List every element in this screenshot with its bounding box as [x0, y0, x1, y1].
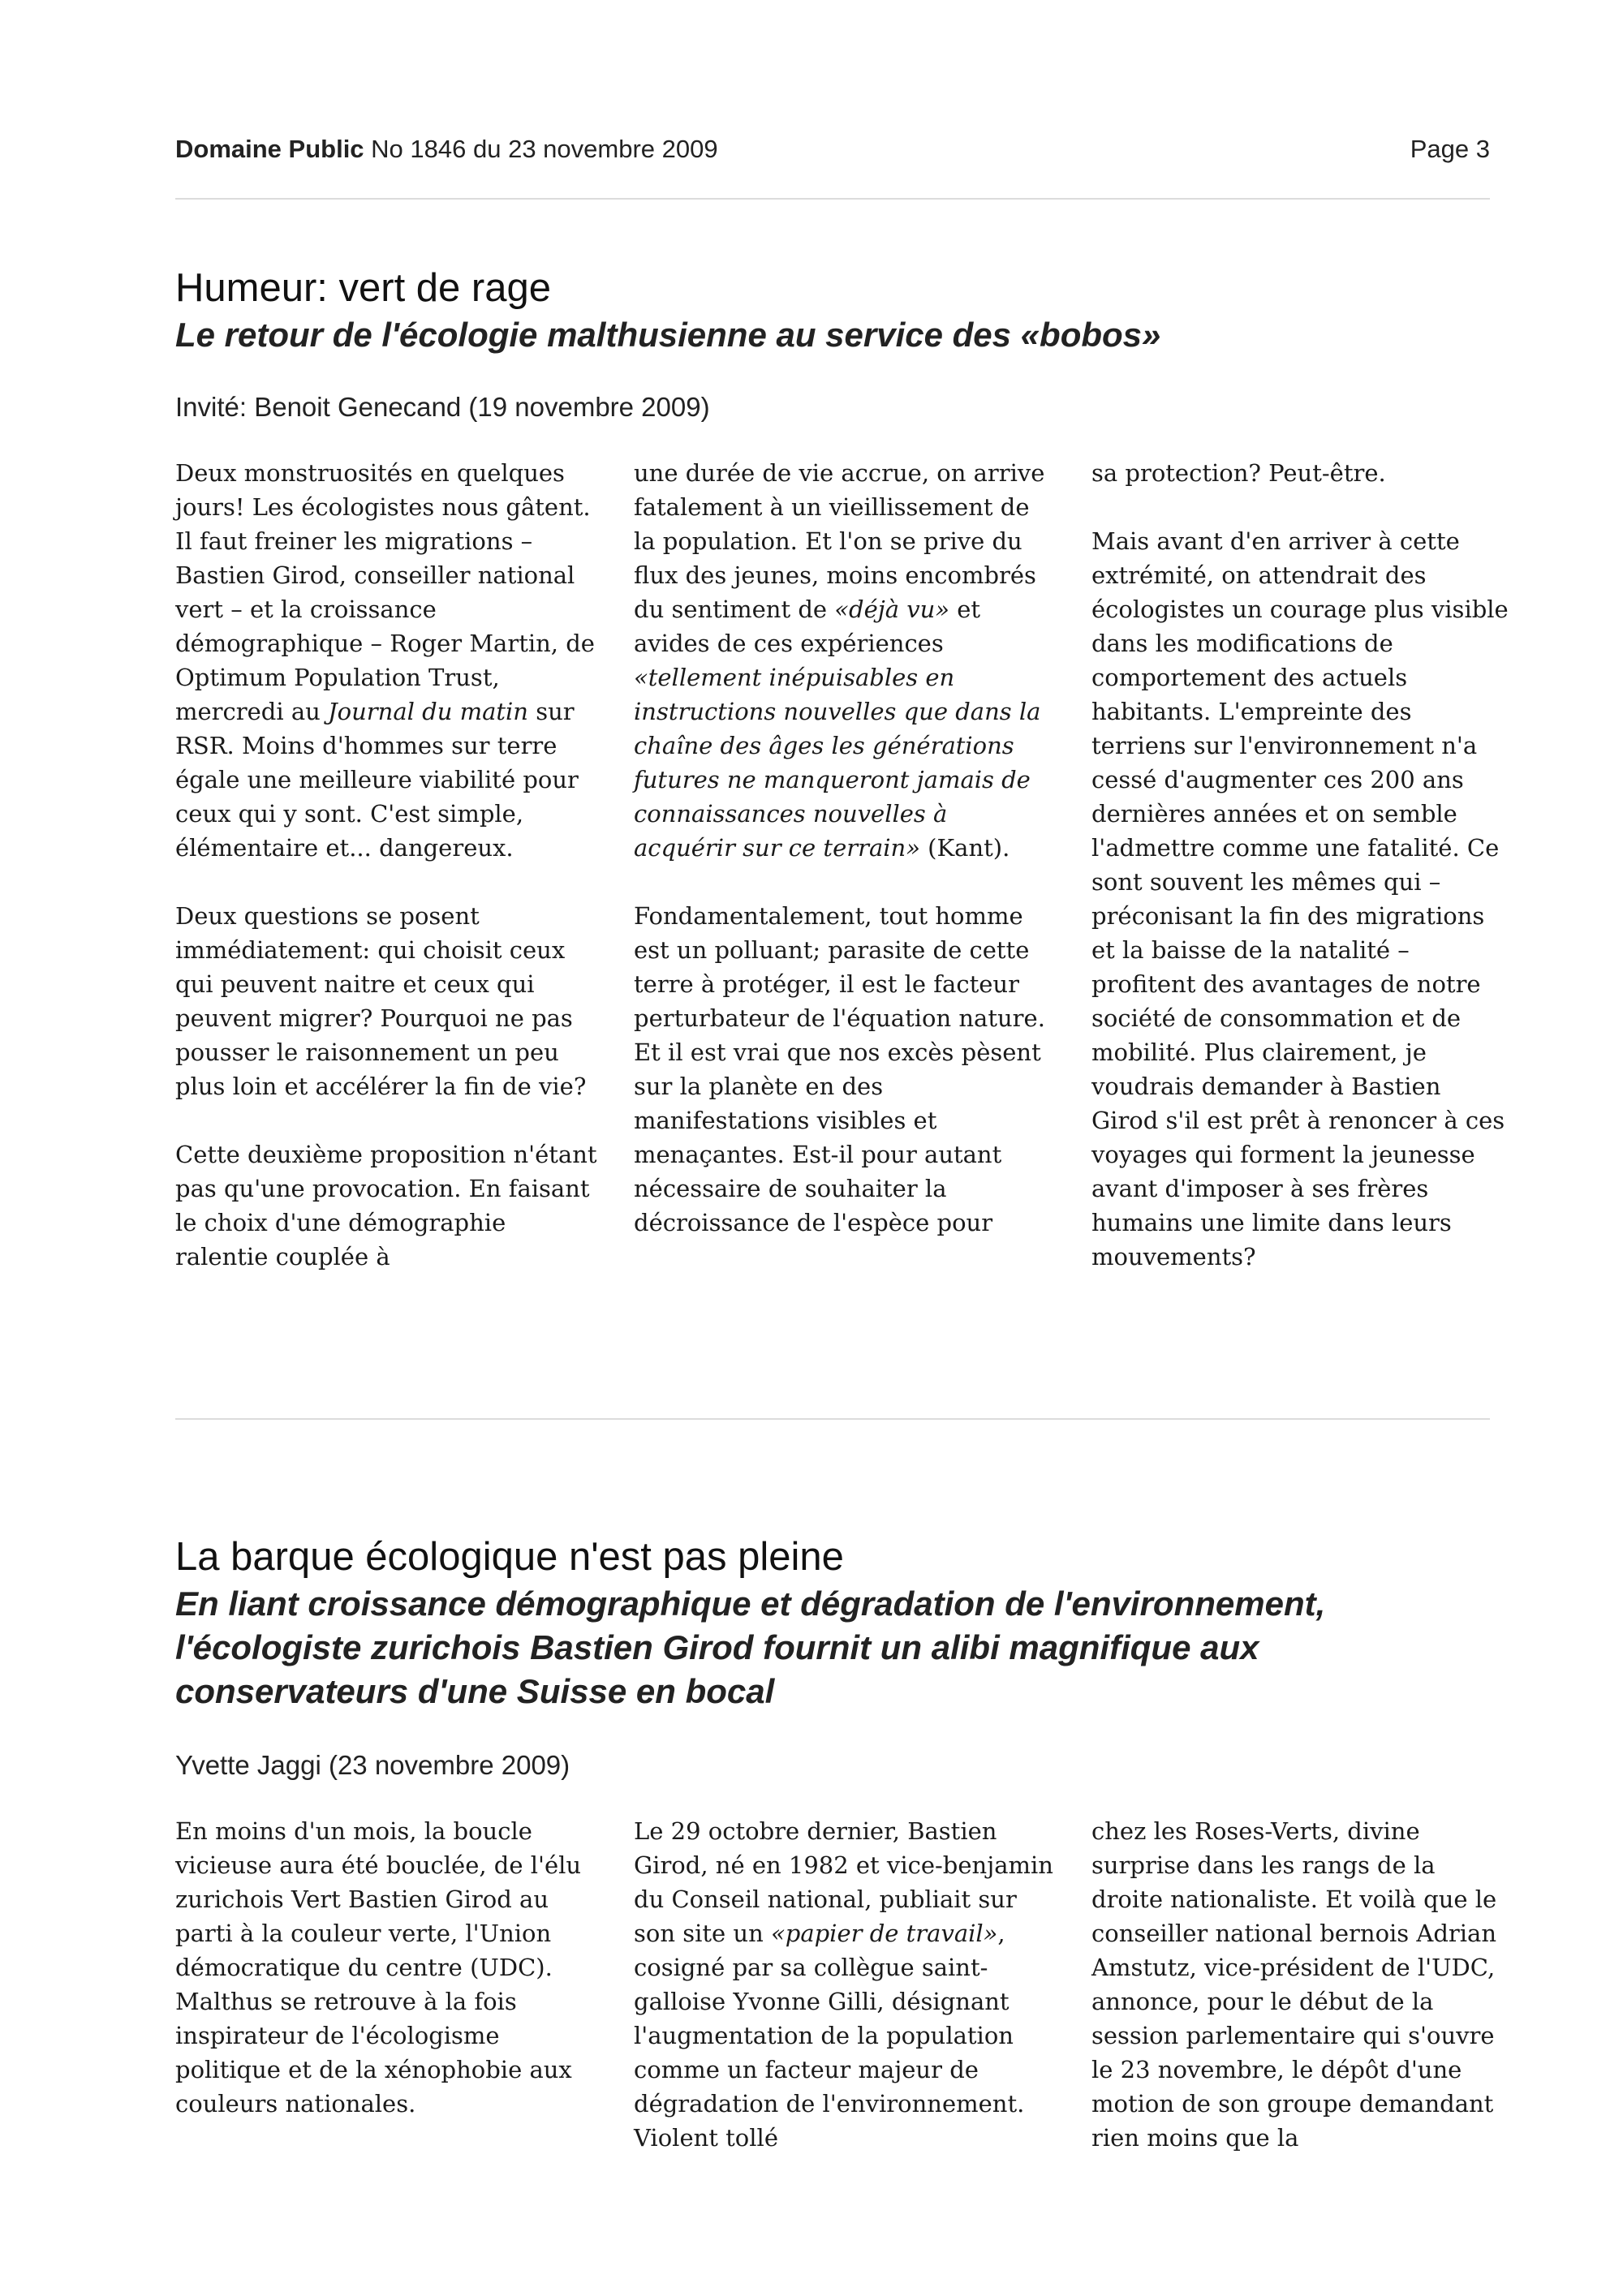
publication-name: Domaine Public: [175, 135, 364, 163]
article-column-1: [175, 456, 597, 1274]
paragraph: sa protection? Peut-être.: [1091, 459, 1386, 487]
article-byline: Invité: Benoit Genecand (19 novembre 2009): [175, 392, 710, 422]
page-number: Page 3: [1410, 135, 1490, 163]
article-column-2: [634, 456, 1056, 1240]
paragraph: une durée de vie accrue, on arrive fatalement à un vieillissement de la population. Et l'on se prive du flux des jeunes, moins encombrés du sentiment de «déjà vu» et avides de ces expériences «tellement inépuisables en instructions nouvelles que dans la chaîne des âges les générations futures ne manqueront jamais de connaissances nouvelles à acquérir sur ce terrain» (Kant).: [634, 459, 1045, 862]
issue-info: No 1846 du 23 novembre 2009: [371, 135, 718, 163]
paragraph: Mais avant d'en arriver à cette extrémité, on attendrait des écologistes un courage plus visible dans les modifications de comportement des actuels habitants. L'empreinte des terriens sur l'environnement n'a cessé d'augmenter ces 200 ans dernières années et on semble l'admettre comme une fatalité. Ce sont souvent les mêmes qui – préconisant la fin des migrations et la baisse de la natalité – profitent des avantages de notre société de consommation et de mobilité. Plus clairement, je voudrais demander à Bastien Girod s'il est prêt à renoncer à ces voyages qui forment la jeunesse avant d'imposer à ses frères humains une limite dans leurs mouvements?: [1091, 527, 1509, 1271]
article-column-3: [1091, 1814, 1513, 2155]
article-divider: [175, 1418, 1490, 1420]
paragraph: Cette deuxième proposition n'étant pas qu'une provocation. En faisant le choix d'une démographie ralentie couplée à: [175, 1141, 597, 1271]
paragraph: Deux questions se posent immédiatement: qui choisit ceux qui peuvent naitre et ceux qui peuvent migrer? Pourquoi ne pas pousser le raisonnement un peu plus loin et accélérer la fin de vie?: [175, 902, 587, 1100]
quote: «papier de travail»: [771, 1920, 998, 1947]
article-column-1: [175, 1814, 597, 2121]
paragraph: Fondamentalement, tout homme est un polluant; parasite de cette terre à protéger, il est le facteur perturbateur de l'équation nature. Et il est vrai que nos excès pèsent sur la planète en des manifestations visibles et menaçantes. Est-il pour autant nécessaire de souhaiter la décroissance de l'espèce pour: [634, 902, 1045, 1236]
newspaper-name: Journal du matin: [328, 698, 528, 725]
article-column-2: [634, 1814, 1056, 2155]
article-byline: Yvette Jaggi (23 novembre 2009): [175, 1750, 570, 1780]
article-title: Humeur: vert de rage: [175, 266, 551, 310]
article-subtitle: En liant croissance démographique et dégradation de l'environnement, l'écologiste zurichois Bastien Girod fournit un alibi magnifique aux conservateurs d'une Suisse en bocal: [175, 1584, 1326, 1710]
paragraph: chez les Roses-Verts, divine surprise dans les rangs de la droite nationaliste. Et voilà que le conseiller national bernois Adrian Amstutz, vice-président de l'UDC, annonce, pour le début de la session parlementaire qui s'ouvre le 23 novembre, le dépôt d'une motion de son groupe demandant rien moins que la: [1091, 1817, 1497, 2152]
paragraph: Le 29 octobre dernier, Bastien Girod, né en 1982 et vice-benjamin du Conseil national, publiait sur son site un «papier de travail», cosigné par sa collègue saint-galloise Yvonne Gilli, désignant l'augmentation de la population comme un facteur majeur de dégradation de l'environnement. Violent tollé: [634, 1817, 1053, 2152]
article-title: La barque écologique n'est pas pleine: [175, 1535, 844, 1579]
quote: «déjà vu»: [834, 595, 950, 623]
paragraph: En moins d'un mois, la boucle vicieuse aura été bouclée, de l'élu zurichois Vert Bastien Girod au parti à la couleur verte, l'Union démocratique du centre (UDC). Malthus se retrouve à la fois inspirateur de l'écologisme politique et de la xénophobie aux couleurs nationales.: [175, 1817, 582, 2118]
article-subtitle: Le retour de l'écologie malthusienne au service des «bobos»: [175, 316, 1161, 354]
paragraph: Deux monstruosités en quelques jours! Les écologistes nous gâtent. Il faut freiner les migrations – Bastien Girod, conseiller national vert – et la croissance démographique – Roger Martin, de Optimum Population Trust, mercredi au Journal du matin sur RSR. Moins d'hommes sur terre égale une meilleure viabilité pour ceux qui y sont. C'est simple, élémentaire et... dangereux.: [175, 459, 595, 862]
page-header: [175, 135, 1490, 167]
header-divider: [175, 198, 1490, 200]
article-column-3: [1091, 456, 1513, 1274]
quote: «tellement inépuisables en instructions nouvelles que dans la chaîne des âges les générations futures ne manqueront jamais de connaissances nouvelles à acquérir sur ce terrain»: [634, 664, 1041, 862]
